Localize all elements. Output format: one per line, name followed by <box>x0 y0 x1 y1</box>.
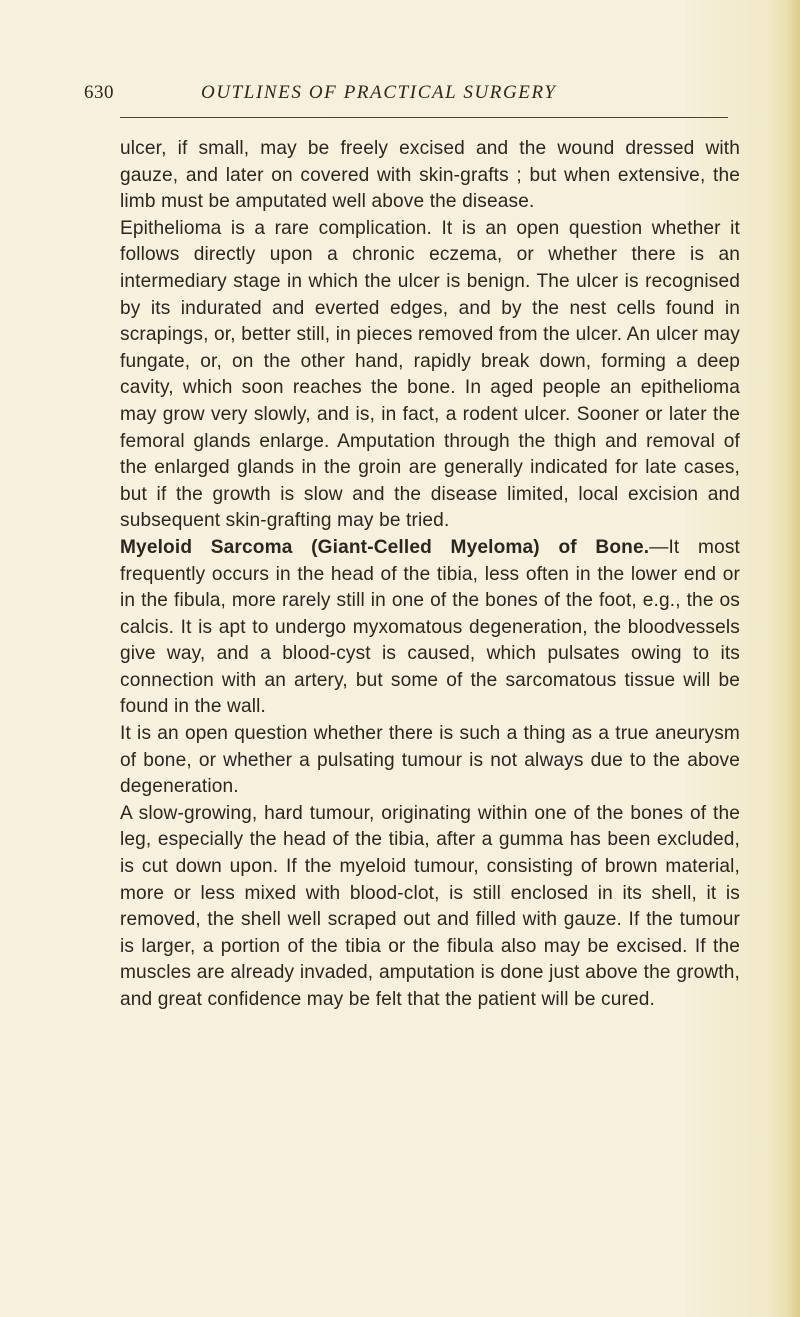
paragraph-epithelioma: Epithelioma is a rare complication. It is an open question whether it follows directly upon a chronic eczema, or whether there is an intermediary stage in which the ulcer is benign. The ulcer is recognised by its indurated and everted edges, and by the nest cells found in scrapings, or, better still, in pieces removed from the ulcer. An ulcer may fungate, or, on the other hand, rapidly break down, forming a deep cavity, which soon reaches the bone. In aged people an epithelioma may grow very slowly, and is, in fact, a rodent ulcer. Sooner or later the femoral glands enlarge. Amputation through the thigh and removal of the enlarged glands in the groin are generally indicated for late cases, but if the growth is slow and the disease limited, local excision and subsequent skin-grafting may be tried. <box>120 217 740 532</box>
paragraph-myeloid-sarcoma-body: —It most frequently occurs in the head of the tibia, less often in the lower end or in the fibula, more rarely still in one of the bones of the foot, e.g., the os calcis. It is apt to undergo myxomatous degeneration, the bloodvessels give way, and a blood-cyst is caused, which pulsates owing to its connection with an artery, but some of the sarcomatous tissue will be found in the wall. <box>120 536 740 718</box>
section-heading-myeloid-sarcoma: Myeloid Sarcoma (Giant-Celled Myeloma) of Bone. <box>120 536 650 558</box>
header-rule <box>120 117 728 118</box>
paragraph-ulcer-continuation: ulcer, if small, may be freely excised and the wound dressed with gauze, and later on covered with skin-grafts ; but when extensive, the limb must be amputated well above the disease. <box>120 138 740 213</box>
paragraph-treatment: A slow-growing, hard tumour, originating within one of the bones of the leg, especially the head of the tibia, after a gumma has been excluded, is cut down upon. If the myeloid tumour, consisting of brown material, more or less mixed with blood-clot, is still enclosed in its shell, it is removed, the shell well scraped out and filled with gauze. If the tumour is larger, a portion of the tibia or the fibula also may be excised. If the muscles are already invaded, amputation is done just above the growth, and great confidence may be felt that the patient will be cured. <box>120 802 740 1010</box>
paragraph-myeloid-sarcoma <box>120 535 740 721</box>
page-edge-shading <box>786 0 800 1317</box>
page-number: 630 <box>84 82 114 103</box>
running-head <box>84 82 724 114</box>
paragraph-aneurysm-of-bone: It is an open question whether there is such a thing as a true aneurysm of bone, or whether a pulsating tumour is not always due to the above degeneration. <box>120 723 740 798</box>
body-text <box>120 136 740 1014</box>
running-head-title: OUTLINES OF PRACTICAL SURGERY <box>201 82 557 103</box>
